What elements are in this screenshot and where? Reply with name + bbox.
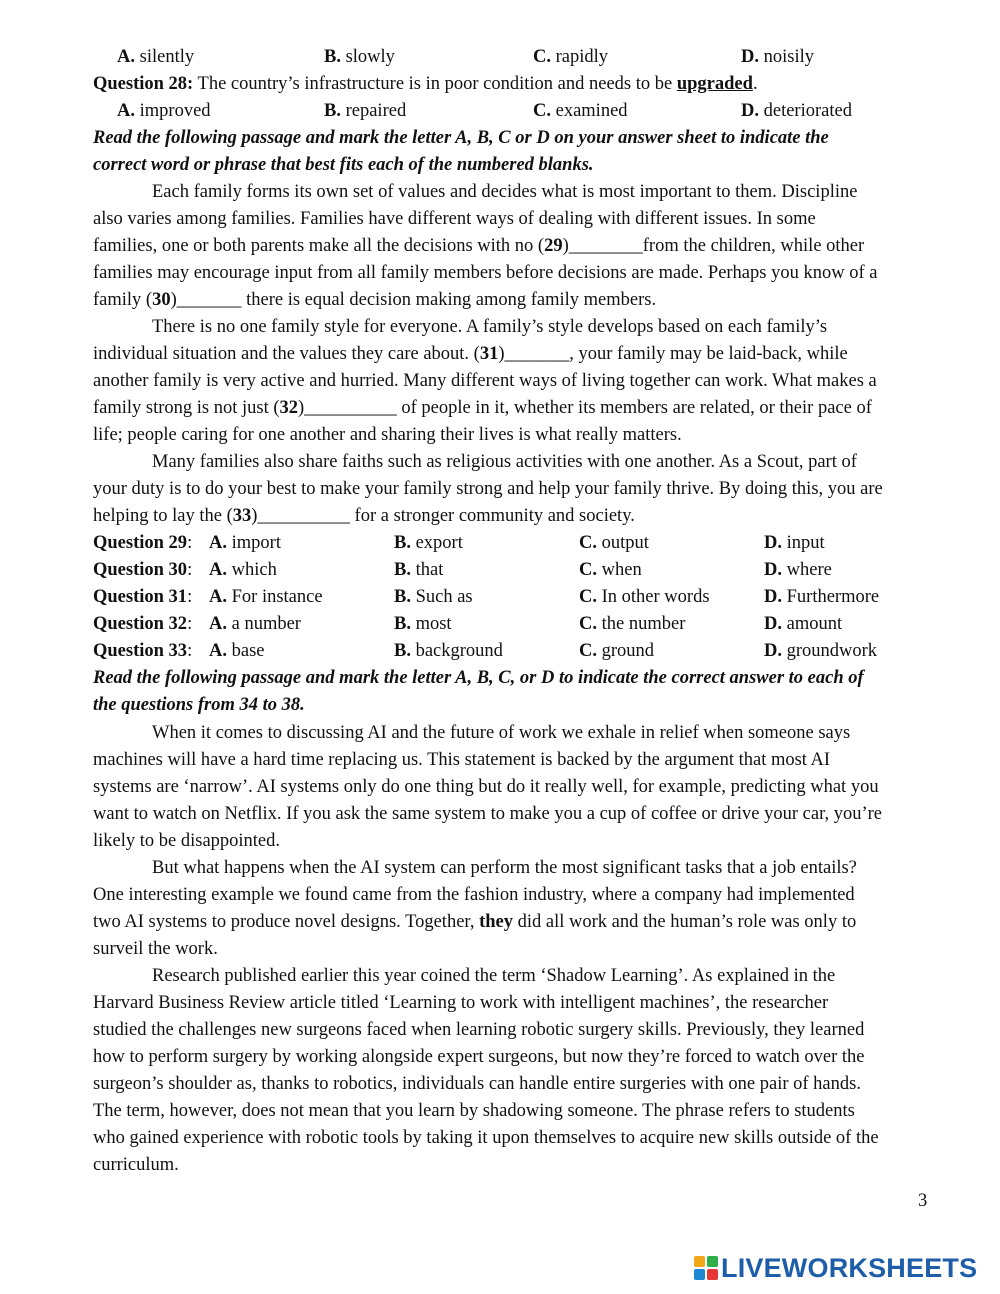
q30-option-a[interactable]: A. which xyxy=(209,560,277,580)
q30-option-d[interactable]: D. where xyxy=(764,560,832,580)
q32-option-d[interactable]: D. amount xyxy=(764,614,843,634)
passage2-line: want to watch on Netflix. If you ask the same system to make you a cup of coffee or drive your car, you’re xyxy=(93,804,883,824)
q32-option-b[interactable]: B. most xyxy=(394,614,452,634)
passage2-line: curriculum. xyxy=(93,1155,179,1175)
instruction-reading-line1: Read the following passage and mark the letter A, B, C, or D to indicate the correct answer to each of xyxy=(93,668,864,688)
question-row-32: Question 32: A. a number B. most C. the number D. amount xyxy=(93,611,938,638)
question-label: Question 33 xyxy=(93,641,188,661)
q29-option-a[interactable]: A. import xyxy=(209,533,281,553)
passage1-line: also varies among families. Families have different ways of dealing with different issues. In some xyxy=(93,209,816,229)
q32-option-c[interactable]: C. the number xyxy=(579,614,686,634)
q32-option-a[interactable]: A. a number xyxy=(209,614,301,634)
passage2-line: who gained experience with robotic tools by taking it upon themselves to acquire new skills outside of the xyxy=(93,1128,879,1148)
instruction-cloze-line1: Read the following passage and mark the letter A, B, C or D on your answer sheet to indicate the xyxy=(93,128,829,148)
passage2-line: But what happens when the AI system can perform the most significant tasks that a job entails? xyxy=(152,858,857,878)
blank-31-number: 31 xyxy=(479,344,499,364)
passage2-line: studied the challenges new surgeons faced when learning robotic surgery skills. Previously, they learned xyxy=(93,1020,865,1040)
passage1-line: Many families also share faiths such as religious activities with one another. As a Scout, part of xyxy=(152,452,857,472)
q33-option-c[interactable]: C. ground xyxy=(579,641,655,661)
q28-option-d[interactable]: D. deteriorated xyxy=(741,101,852,121)
liveworksheets-logo[interactable] xyxy=(694,1252,977,1284)
blank-33-number: 33 xyxy=(232,506,252,526)
q33-option-b[interactable]: B. background xyxy=(394,641,503,661)
blank-32-number: 32 xyxy=(279,398,299,418)
passage1-line: family strong is not just (32)__________ of people in it, whether its members are related, or their pace of xyxy=(93,398,872,418)
blank-29-number: 29 xyxy=(544,236,563,256)
liveworksheets-mark-icon xyxy=(694,1256,718,1280)
passage2-line: Harvard Business Review article titled ‘Learning to work with intelligent machines’, the researcher xyxy=(93,993,829,1013)
q31-option-a[interactable]: A. For instance xyxy=(209,587,323,607)
q27-option-b[interactable]: B. slowly xyxy=(324,47,395,67)
blank-30-number: 30 xyxy=(152,290,171,310)
question-label: Question 30 xyxy=(93,560,188,580)
q30-option-c[interactable]: C. when xyxy=(579,560,642,580)
q28-option-b[interactable]: B. repaired xyxy=(324,101,407,121)
passage2-line: Research published earlier this year coined the term ‘Shadow Learning’. As explained in the xyxy=(152,966,836,986)
passage2-line: One interesting example we found came from the fashion industry, where a company had implemented xyxy=(93,885,855,905)
q28-keyword: upgraded xyxy=(676,74,753,94)
q29-option-c[interactable]: C. output xyxy=(579,533,649,553)
q27-option-c[interactable]: C. rapidly xyxy=(533,47,609,67)
passage2-line: surveil the work. xyxy=(93,939,218,959)
passage2-line: The term, however, does not mean that you learn by shadowing someone. The phrase refers to students xyxy=(93,1101,855,1121)
logo-text: LIVEWORKSHEETS xyxy=(721,1252,978,1283)
passage1-line: life; people caring for one another and sharing their lives is what really matters. xyxy=(93,425,682,445)
question-label: Question 32 xyxy=(93,614,188,634)
q31-option-b[interactable]: B. Such as xyxy=(394,587,473,607)
passage1-line: another family is very active and hurried. Many different ways of living together can work. What makes a xyxy=(93,371,877,391)
q31-option-d[interactable]: D. Furthermore xyxy=(764,587,880,607)
question-row-29: Question 29: A. import B. export C. output D. input xyxy=(93,530,938,557)
passage2-line: likely to be disappointed. xyxy=(93,831,281,851)
q29-option-b[interactable]: B. export xyxy=(394,533,463,553)
passage1-line: There is no one family style for everyone. A family’s style develops based on each family’s xyxy=(152,317,828,337)
question-row-33: Question 33: A. base B. background C. ground D. groundwork xyxy=(93,638,938,665)
q27-options xyxy=(93,44,938,71)
passage1-line: Each family forms its own set of values and decides what is most important to them. Discipline xyxy=(152,182,858,202)
passage1-line: helping to lay the (33)__________ for a stronger community and society. xyxy=(93,506,635,526)
q27-option-d[interactable]: D. noisily xyxy=(741,47,814,67)
q28-option-a[interactable]: A. improved xyxy=(117,101,211,121)
q28-stem: Question 28: The country’s infrastructure is in poor condition and needs to be upgraded. xyxy=(93,74,758,94)
q33-option-d[interactable]: D. groundwork xyxy=(764,641,878,661)
question-label: Question 29 xyxy=(93,533,188,553)
passage2-line: When it comes to discussing AI and the future of work we exhale in relief when someone says xyxy=(152,723,851,743)
passage1-line: families may encourage input from all family members before decisions are made. Perhaps you know of a xyxy=(93,263,878,283)
referent-they: they xyxy=(479,912,513,932)
instruction-reading-line2: the questions from 34 to 38. xyxy=(93,695,305,715)
passage1-line: families, one or both parents make all the decisions with no (29)________from the children, while other xyxy=(93,236,865,256)
passage2-line: how to perform surgery by working alongside expert surgeons, but now they’re forced to watch over the xyxy=(93,1047,865,1067)
passage2-line: machines will have a hard time replacing us. This statement is backed by the argument that most AI xyxy=(93,750,831,770)
passage2-line: surgeon’s shoulder as, thanks to robotics, individuals can handle entire surgeries with one pair of hands. xyxy=(93,1074,861,1094)
q27-option-a[interactable]: A. silently xyxy=(117,47,195,67)
instruction-cloze-line2: correct word or phrase that best fits each of the numbered blanks. xyxy=(93,155,594,175)
q28-options xyxy=(93,98,938,125)
q29-option-d[interactable]: D. input xyxy=(764,533,825,553)
q31-option-c[interactable]: C. In other words xyxy=(579,587,710,607)
q30-option-b[interactable]: B. that xyxy=(394,560,444,580)
passage1-line: family (30)_______ there is equal decision making among family members. xyxy=(93,290,657,310)
passage2-line: systems are ‘narrow’. AI systems only do one thing but do it really well, for example, predicting what you xyxy=(93,777,879,797)
q33-option-a[interactable]: A. base xyxy=(209,641,265,661)
passage1-line: your duty is to do your best to make your family strong and help your family thrive. By doing this, you are xyxy=(93,479,883,499)
q28-option-c[interactable]: C. examined xyxy=(533,101,628,121)
passage2-line: two AI systems to produce novel designs. Together, they did all work and the human’s role was only to xyxy=(93,912,857,932)
question-row-31: Question 31: A. For instance B. Such as C. In other words D. Furthermore xyxy=(93,584,938,611)
question-label: Question 31 xyxy=(93,587,188,607)
passage1-line: individual situation and the values they care about. (31)_______, your family may be laid-back, while xyxy=(93,344,848,364)
question-row-30: Question 30: A. which B. that C. when D. where xyxy=(93,557,938,584)
page-number: 3 xyxy=(918,1191,928,1211)
